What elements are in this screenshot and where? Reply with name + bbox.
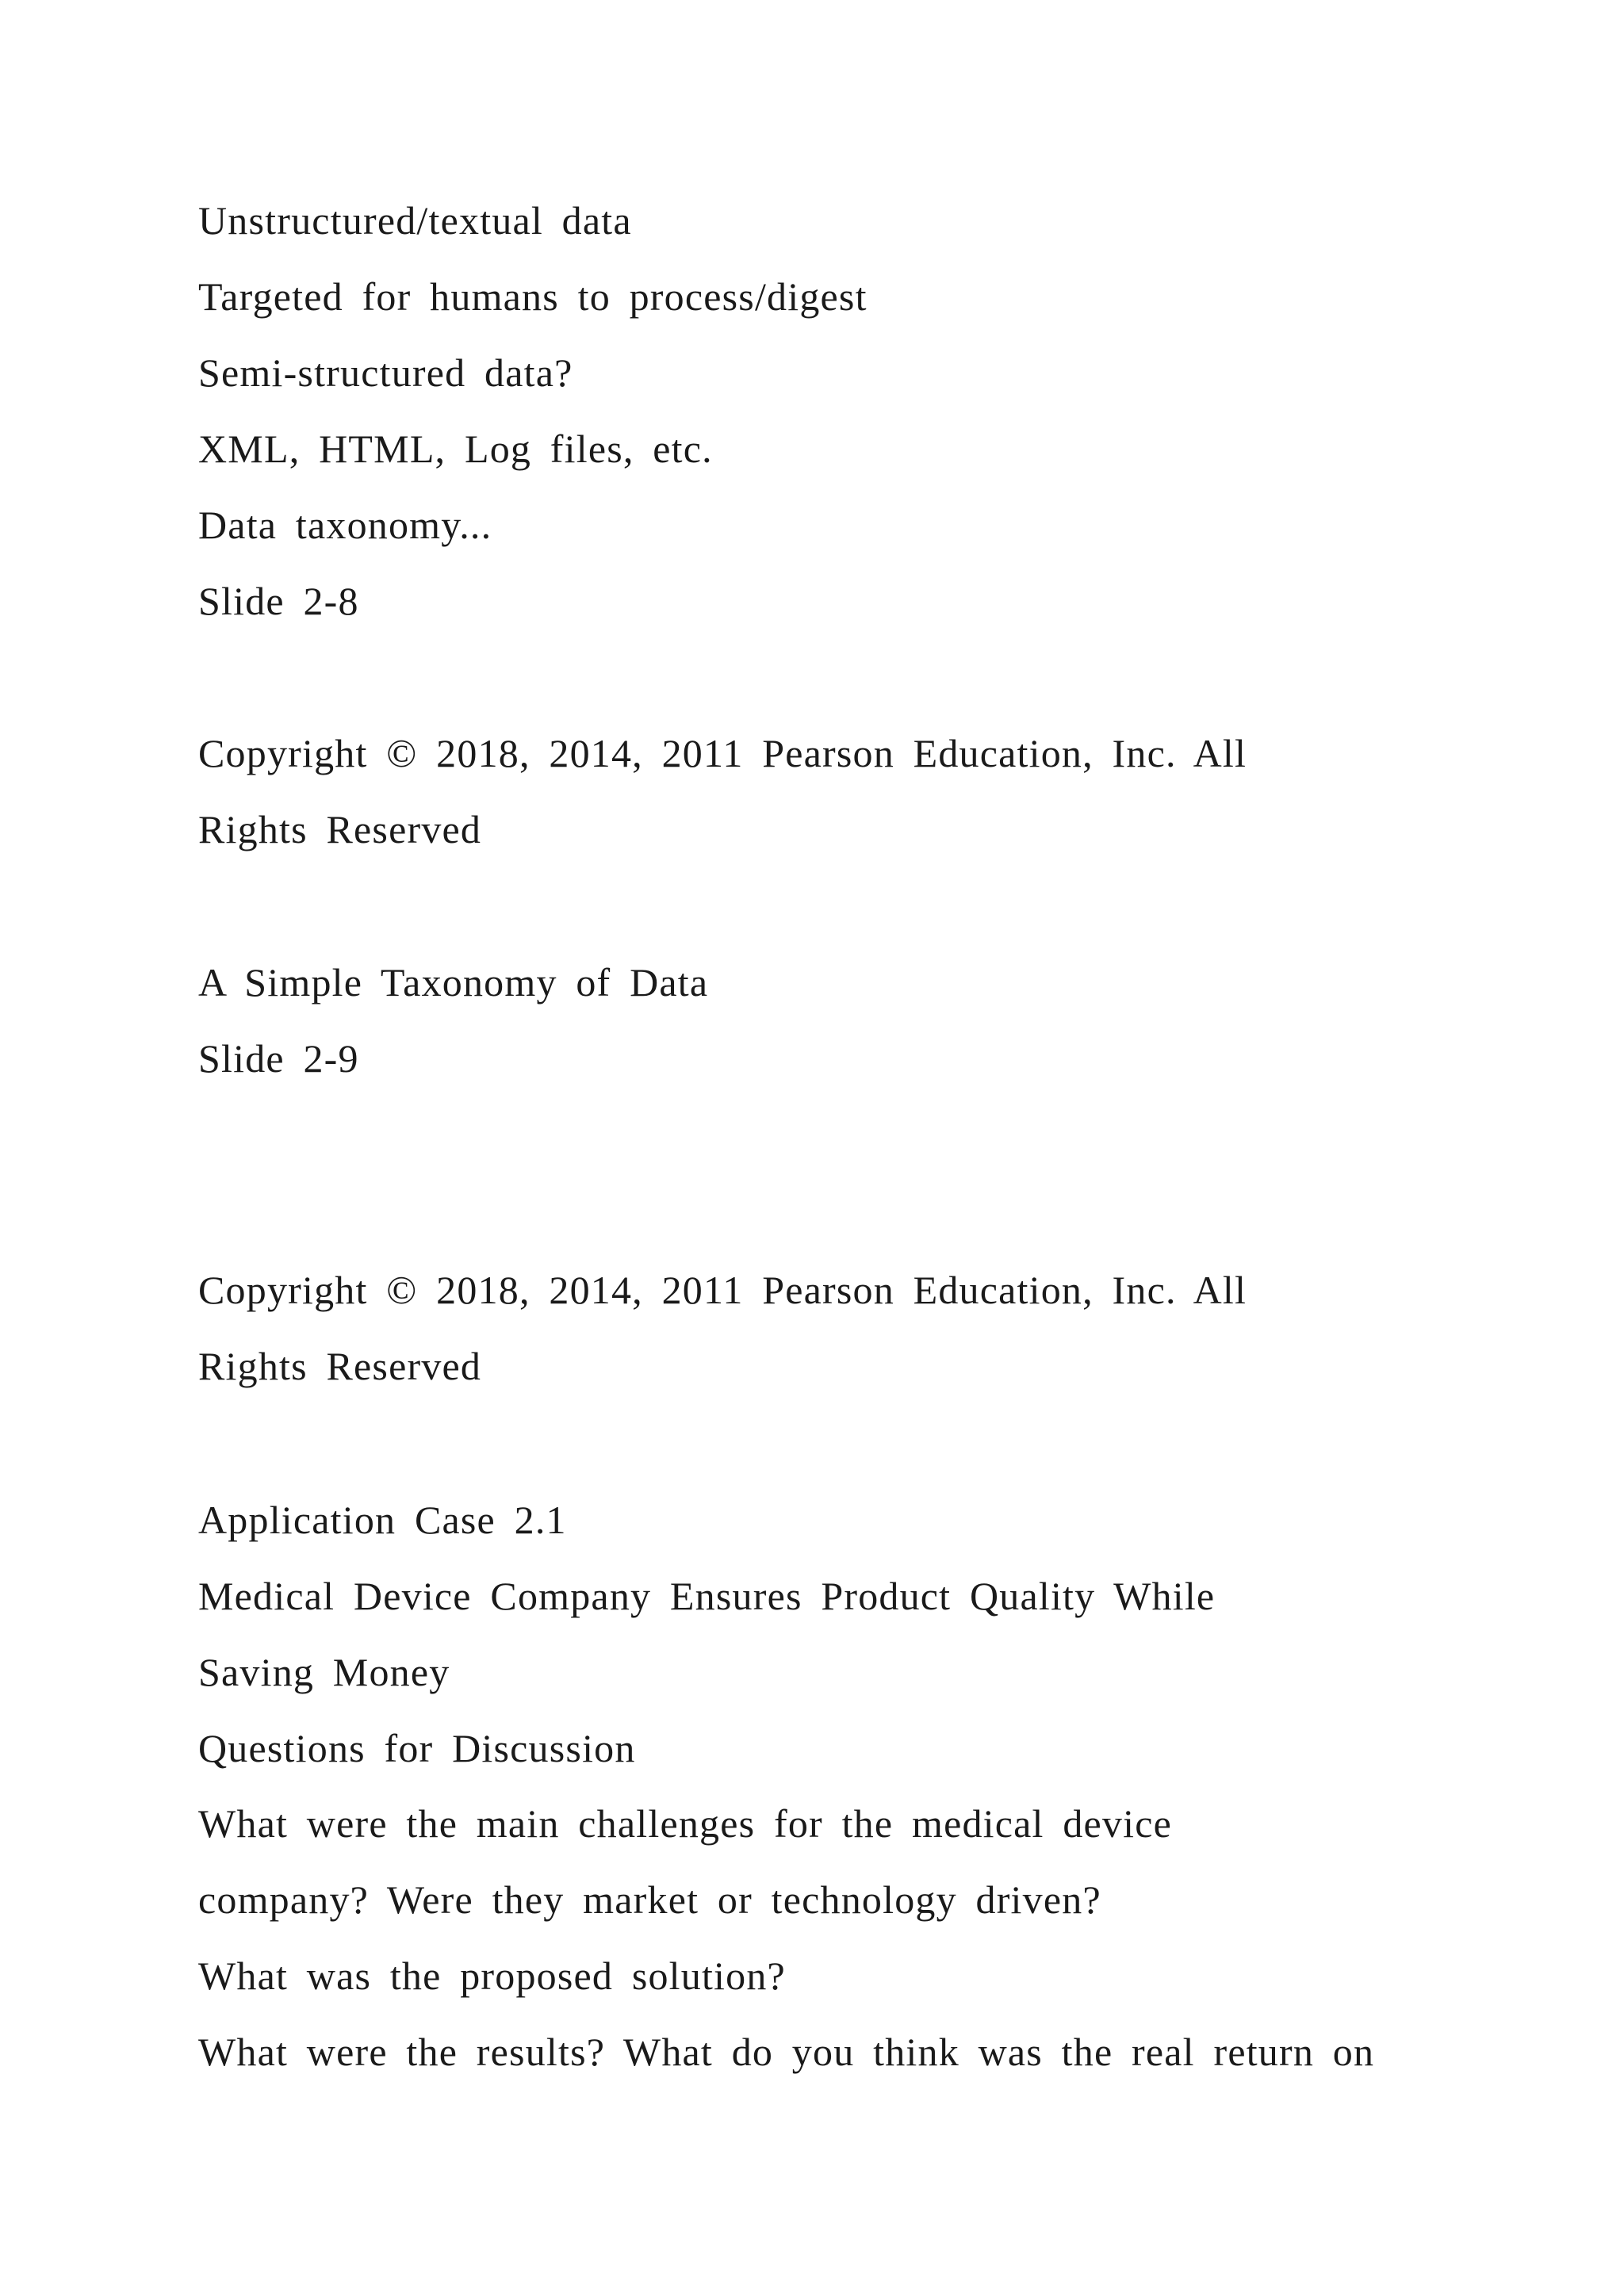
text-line: Medical Device Company Ensures Product Quality While	[198, 1574, 1216, 1618]
slide-number: Slide 2-8	[198, 579, 359, 623]
slide-number: Slide 2-9	[198, 1036, 359, 1081]
slide-heading: A Simple Taxonomy of Data	[198, 960, 709, 1004]
text-line: Targeted for humans to process/digest	[198, 274, 868, 319]
text-line: What was the proposed solution?	[198, 1954, 786, 1998]
text-line: What were the main challenges for the medical device	[198, 1801, 1172, 1846]
copyright-line: Rights Reserved	[198, 1344, 482, 1388]
text-line: Unstructured/textual data	[198, 198, 632, 243]
text-line: Semi-structured data?	[198, 350, 573, 395]
copyright-line: Copyright © 2018, 2014, 2011 Pearson Education, Inc. All	[198, 731, 1247, 775]
case-heading: Application Case 2.1	[198, 1498, 567, 1542]
copyright-line: Copyright © 2018, 2014, 2011 Pearson Education, Inc. All	[198, 1268, 1247, 1312]
text-line: Questions for Discussion	[198, 1726, 636, 1770]
text-line: What were the results? What do you think was the real return on	[198, 2030, 1375, 2074]
copyright-line: Rights Reserved	[198, 807, 482, 851]
text-line: Data taxonomy...	[198, 503, 492, 547]
text-line: XML, HTML, Log files, etc.	[198, 427, 713, 471]
text-line: company? Were they market or technology driven?	[198, 1877, 1101, 1922]
text-line: Saving Money	[198, 1650, 450, 1694]
